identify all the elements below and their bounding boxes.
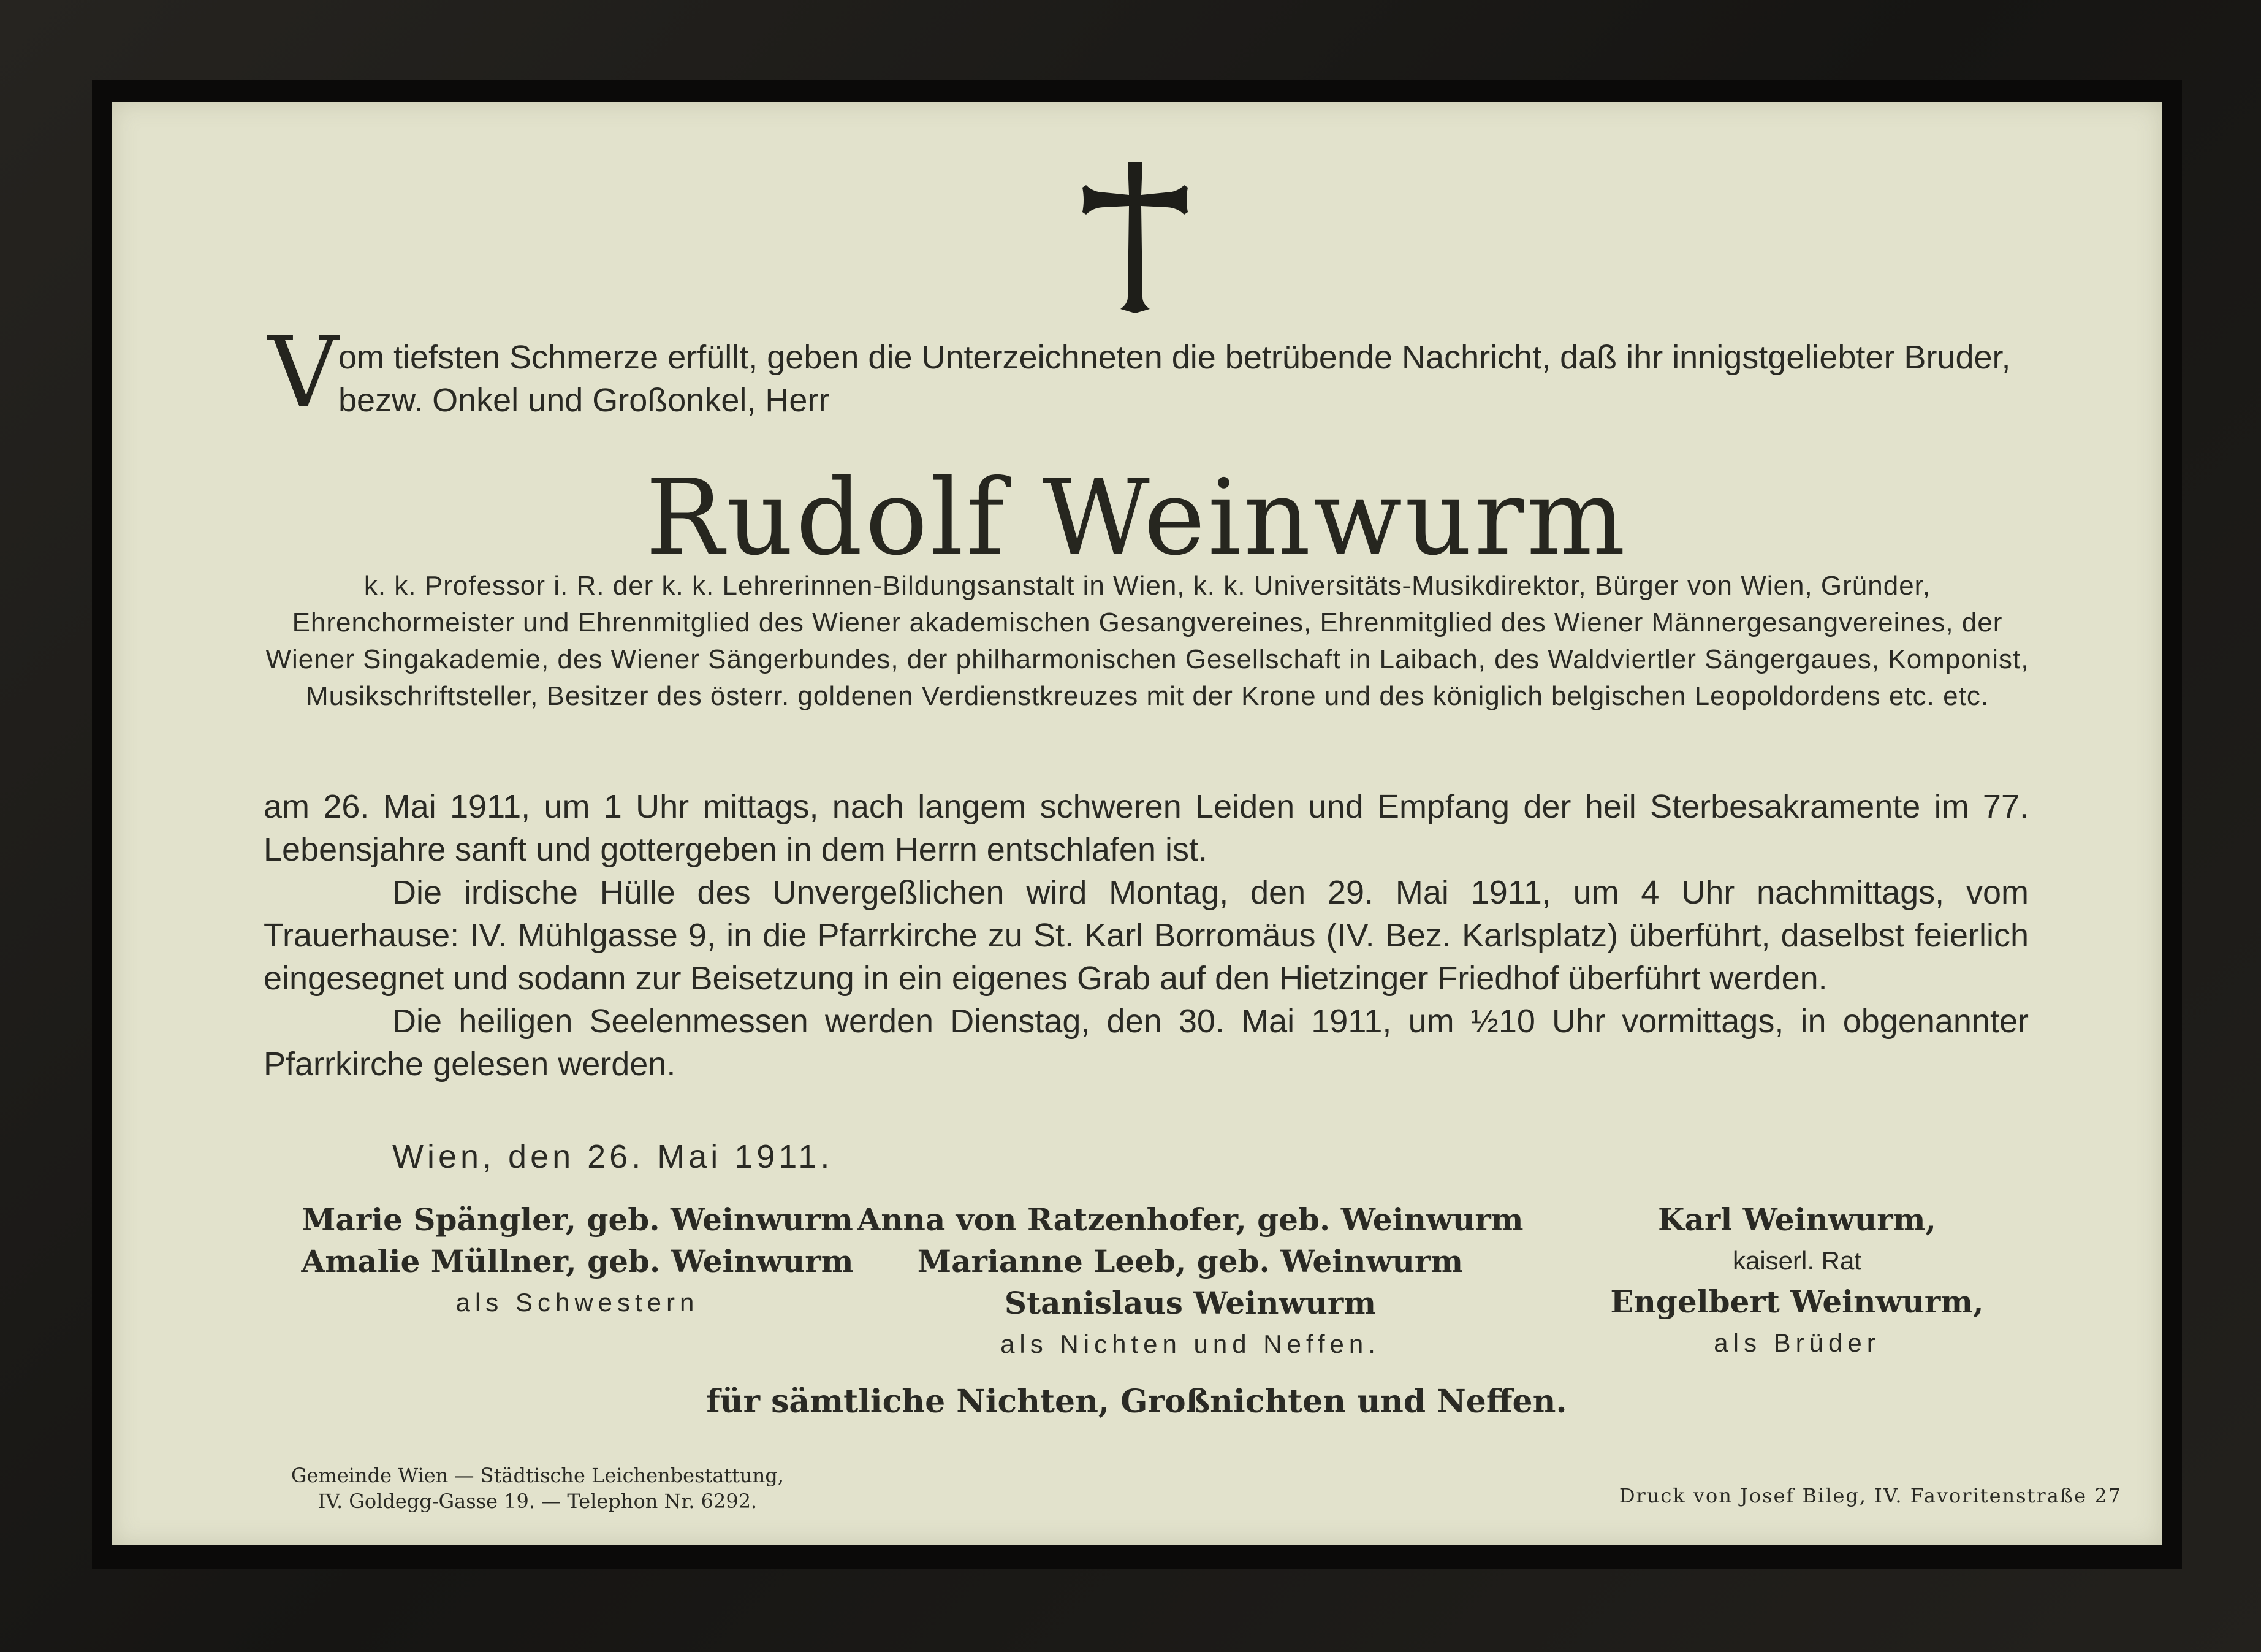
signatory-name: Marie Spängler, geb. Weinwurm [302,1201,853,1238]
drop-cap: V [268,315,339,430]
notice-body [264,785,2029,1086]
signatories-sisters [295,1199,859,1323]
imprint-line: IV. Goldegg-Gasse 19. — Telephon Nr. 6292. [317,1490,758,1513]
signatory-name: Karl Weinwurm, [1658,1201,1936,1238]
signatory-name: Anna von Ratzenhofer, geb. Weinwurm [857,1201,1524,1238]
printer-imprint: Druck von Josef Bileg, IV. Favoritenstraße 27 [1619,1484,2122,1507]
masses-paragraph: Die heiligen Seelenmessen werden Dienstag, den 30. Mai 1911, um ½10 Uhr vormittags, in obgenannter Pfarrkirche gelesen werden. [264,1003,2029,1083]
signatories-nieces-nephews [853,1199,1527,1365]
funeral-service-imprint [262,1463,813,1514]
deceased-titles: k. k. Professor i. R. der k. k. Lehrerinnen-Bildungsanstalt in Wien, k. k. Universitäts-Musikdirektor, Bürger von Wien, Gründer, Ehrenchormeister und Ehrenmitglied des Wiener akademischen Gesangvereines, Ehrenmitglied des Wiener Männergesangvereines, der Wiener Singakademie, des Wiener Sängerbundes, der philharmonischen Gesellschaft in Laibach, des Waldviertler Sängergaues, Komponist, Musikschriftsteller, Besitzer des österr. goldenen Verdienstkreuzes mit der Krone und des königlich belgischen Leopoldordens etc. etc. [265,571,2029,711]
place-date: Wien, den 26. Mai 1911. [392,1138,834,1175]
signatories-brothers [1521,1199,2073,1363]
signatory-relation: als Schwestern [455,1288,699,1317]
signatory-name: Amalie Müllner, geb. Weinwurm [301,1243,854,1279]
signatory-name: Marianne Leeb, geb. Weinwurm [917,1243,1464,1279]
obituary-card [112,102,2162,1545]
imprint-line: Gemeinde Wien — Städtische Leichenbestattung, [291,1464,785,1487]
death-paragraph: am 26. Mai 1911, um 1 Uhr mittags, nach langem schweren Leiden und Empfang der heil Sterbesakramente im 77. Lebensjahre sanft und gottergeben in dem Herrn entschlafen ist. [264,788,2029,868]
signatory-title: kaiserl. Rat [1732,1246,1862,1275]
signatory-name: Engelbert Weinwurm, [1610,1284,1984,1320]
closing-line: für sämtliche Nichten, Großnichten und Neffen. [706,1383,1567,1420]
signatory-relation: als Nichten und Neffen. [1000,1330,1380,1358]
funeral-paragraph: Die irdische Hülle des Unvergeßlichen wird Montag, den 29. Mai 1911, um 4 Uhr nachmittags, vom Trauerhause: IV. Mühlgasse 9, in die Pfarrkirche zu St. Karl Borromäus (IV. Bez. Karlsplatz) überführt, daselbst feierlich eingesegnet und sodann zur Beisetzung in ein eigenes Grab auf den Hietzinger Friedhof überführt werden. [264,874,2029,997]
signatory-name: Stanislaus Weinwurm [1004,1285,1377,1321]
intro-paragraph: om tiefsten Schmerze erfüllt, geben die Unterzeichneten die betrübende Nachricht, daß ihr innigstgeliebter Bruder, bezw. Onkel und Großonkel, Herr [338,339,2011,419]
deceased-name: Rudolf Weinwurm [645,457,1628,579]
signatory-relation: als Brüder [1714,1328,1880,1357]
cross-icon [1074,157,1196,313]
